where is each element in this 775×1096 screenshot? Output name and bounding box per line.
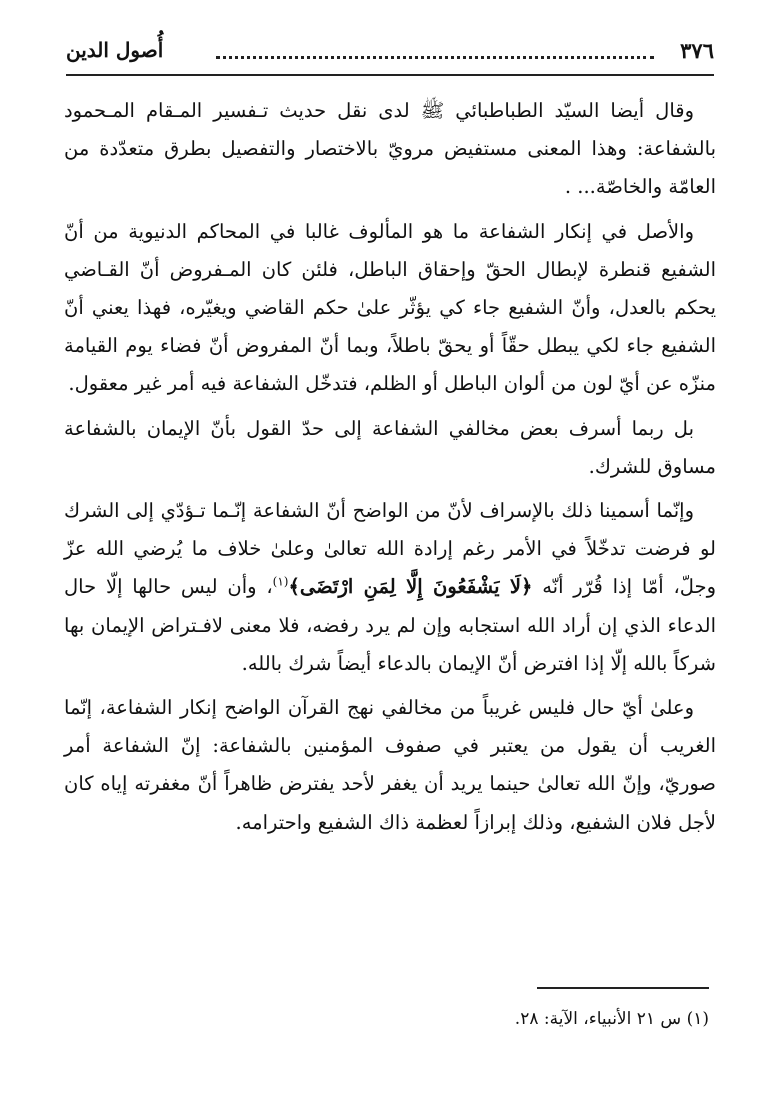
header-rule: [66, 74, 714, 76]
paragraph: والأصل في إنكار الشفاعة ما هو المألوف غالبا في المحاكم الدنيوية من أنّ الشفيع قنطرة لإبطال الحقّ وإحقاق الباطل، فلئن كان المـفروض أنّ القـاضي يحكم بالعدل، وأنّ الشفيع جاء كي يؤثّر علىٰ حكم القاضي ويغيّره، فهذا يعني أنّ الشفيع جاء لكي يبطل حقّاً أو يحقّ باطلاً، وبما أنّ المفروض أنّ فضاء يوم القيامة منزّه عن أيّ لون من ألوان الباطل أو الظلم، فتدخّل الشفاعة فيه أمر غير معقول.: [64, 219, 716, 396]
footnote: (١) س ٢١ الأنبياء، الآية: ٢٨.: [514, 1009, 709, 1029]
dotted-leader: [216, 46, 654, 59]
footnote-reference[interactable]: (١): [272, 574, 289, 589]
paragraph: بل ربما أسرف بعض مخالفي الشفاعة إلى حدّ القول بأنّ الإيمان بالشفاعة مساوق للشرك.: [64, 416, 716, 478]
main-text: [64, 92, 716, 848]
footnotes: [69, 1006, 709, 1032]
paragraph: [64, 492, 716, 683]
paragraph: وعلىٰ أيّ حال فليس غريباً من مخالفي نهج القرآن الواضح إنكار الشفاعة، إنّما الغريب أن يقول من يعتبر في صفوف المؤمنين بالشفاعة: إنّ الشفاعة أمر صوريّ، وإنّ الله تعالىٰ حينما يريد أن يغفر لأحد يفترض ظاهراً أنّ مغفرته إياه كان لأجل فلان الشفيع، وذلك إبرازاً لعظمة ذاك الشفيع واحترامه.: [64, 696, 716, 834]
page-header: [66, 34, 714, 72]
paragraph-text: وإنّما أسمينا ذلك بالإسراف لأنّ من الواضح أنّ الشفاعة إنّـما تـؤدّي إلى الشرك لو فرضت تدخّلاً في الأمر رغم إرادة الله تعالىٰ وعلىٰ خلاف ما يُرضي الله عزّ وجلّ، أمّا إذا قُرّر أنّه: [64, 499, 717, 599]
running-title: أُصول الدين: [66, 38, 164, 62]
paragraph-text: ، وأن ليس حالها إلّا حال الدعاء الذي إن أراد الله استجابه وإن لم يرد رفضه، فلا معنى لافـتراض الإيمان بها شركاً بالله إلّا إذا افترض أنّ الإيمان بالدعاء أيضاً شرك بالله.: [64, 575, 716, 675]
quran-verse: ﴿لَا يَشْفَعُونَ إِلَّا لِمَنِ ارْتَضَى﴾: [288, 575, 533, 599]
footnote-separator: [537, 987, 709, 989]
page-number: ٣٧٦: [680, 38, 714, 63]
paragraph: وقال أيضا السيّد الطباطبائي ﷺ لدى نقل حديث تـفسير المـقام المـحمود بالشفاعة: وهذا المعنى مستفيض مرويّ بالاختصار والتفصيل بطرق متعدّدة من العامّة والخاصّة... .: [64, 99, 716, 199]
